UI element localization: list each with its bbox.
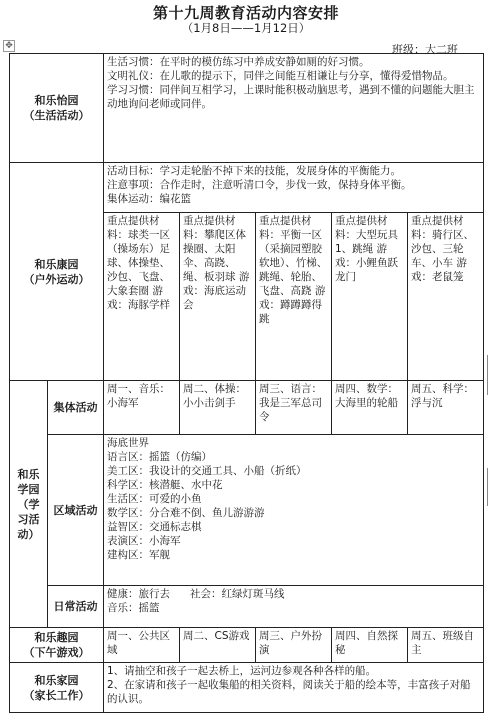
- games-row: [10, 628, 484, 663]
- page-title: 第十九周教育活动内容安排: [152, 4, 339, 22]
- study-zones-row: [10, 435, 484, 586]
- zone-line: 建构区：军舰: [107, 549, 170, 561]
- daily-content: [104, 586, 484, 628]
- section-name: 和乐康园: [34, 257, 79, 271]
- games-day: 周五、班级自主: [408, 628, 484, 663]
- life-line: 文明礼仪：在儿歌的提示下，同伴之间能互相谦让与分享，懂得爱惜物品。: [107, 70, 454, 82]
- home-row: [10, 663, 484, 713]
- move-handle-icon[interactable]: ✥: [3, 40, 15, 52]
- section-subtitle: （生活活动）: [23, 109, 90, 122]
- date-range: （1月8日——1月12日）: [181, 21, 311, 35]
- margin-marker: [487, 468, 488, 506]
- study-daily-row: [10, 586, 484, 628]
- section-name: 和乐学园: [17, 467, 40, 496]
- life-content: [104, 54, 484, 163]
- outdoor-area: 重点提供材料：大型玩具 1、跳绳 游戏：小鲤鱼跃龙门: [332, 213, 408, 381]
- games-day: 周一、公共区域: [104, 628, 180, 663]
- schedule-table: [9, 53, 484, 713]
- daily-line: 音乐：摇篮: [107, 602, 160, 614]
- outdoor-goals: [104, 163, 484, 213]
- home-section-header: [10, 663, 104, 713]
- games-section-header: [10, 628, 104, 663]
- zone-line: 生活区：可爱的小鱼: [107, 493, 202, 505]
- group-day: 周二、体操：小小击剑手: [180, 381, 256, 435]
- zone-line: 数学区：分合难不倒、鱼儿游游游: [107, 507, 265, 519]
- study-section-header: [10, 381, 48, 628]
- group-day: 周一、音乐：小海军: [104, 381, 180, 435]
- home-content: [104, 663, 484, 713]
- outdoor-line: 活动目标：学习走轮胎不掉下来的技能，发展身体的平衡能力。: [107, 165, 401, 177]
- zone-line: 益智区：交通标志棋: [107, 521, 202, 533]
- zone-line: 科学区：核潜艇、水中花: [107, 479, 223, 491]
- zone-content: [104, 435, 484, 586]
- life-line: 学习习惯：同伴间互相学习，上课时能积极动脑思考，遇到不懂的问题能大胆主动地询问老师或同伴。: [107, 84, 475, 110]
- outdoor-area: 重点提供材料：攀爬区体操圈、太阳伞、高跷、绳、板羽球 游戏：海底运动会: [180, 213, 256, 381]
- outdoor-area: 重点提供材料：平衡一区（采摘园塑胶软地）、竹梯、跳绳、轮胎、飞盘、高跷 游戏：蹲蹲蹲得跳: [256, 213, 332, 381]
- outdoor-section-header: [10, 163, 104, 381]
- section-subtitle: （学习活动）: [17, 497, 40, 541]
- zone-activity-label: 区域活动: [48, 435, 104, 586]
- section-subtitle: （下午游戏）: [23, 646, 90, 659]
- outdoor-goals-row: [10, 163, 484, 213]
- daily-line: 健康：旅行去 社会：红绿灯斑马线: [107, 588, 285, 600]
- outdoor-line: 集体运动：编花篮: [107, 193, 191, 205]
- games-day: 周二、CS游戏: [180, 628, 256, 663]
- class-label: 班级：大二班: [392, 43, 458, 56]
- group-day: 周五、科学：浮与沉: [408, 381, 484, 435]
- margin-marker: [487, 355, 488, 395]
- zone-line: 语言区：摇篮（仿编）: [107, 451, 212, 463]
- life-row: [10, 54, 484, 163]
- home-line: 1、请抽空和孩子一起去桥上，运河边参观各种各样的船。: [107, 665, 377, 677]
- daily-activity-label: 日常活动: [48, 586, 104, 628]
- zone-line: 美工区：我设计的交通工具、小船（折纸）: [107, 465, 307, 477]
- section-name: 和乐家园: [34, 673, 79, 687]
- games-day: 周三、户外扮演: [256, 628, 332, 663]
- home-line: 2、在家请和孩子一起收集船的相关资料，阅读关于船的绘本等，丰富孩子对船的认识。: [107, 679, 471, 705]
- outdoor-area: 重点提供材料：球类一区（操场东）足球、体操垫、沙包、飞盘、大象套圈 游戏：海豚学样: [104, 213, 180, 381]
- zone-line: 表演区：小海军: [107, 535, 181, 547]
- life-section-header: [10, 54, 104, 163]
- outdoor-area: 重点提供材料：骑行区、沙包、三轮车、小车 游戏：老鼠笼: [408, 213, 484, 381]
- games-day: 周四、自然探秘: [332, 628, 408, 663]
- outdoor-line: 注意事项：合作走时，注意听清口令，步伐一致，保持身体平衡。: [107, 179, 412, 191]
- group-day: 周三、语言：我是三军总司令: [256, 381, 332, 435]
- section-subtitle: （户外运动）: [23, 272, 90, 286]
- zone-line: 海底世界: [107, 437, 149, 449]
- section-name: 和乐怡园: [34, 94, 79, 107]
- study-group-row: [10, 381, 484, 435]
- life-line: 生活习惯：在平时的模仿练习中养成安静如厕的好习惯。: [107, 56, 370, 68]
- section-subtitle: （家长工作）: [23, 688, 90, 702]
- group-activity-label: 集体活动: [48, 381, 104, 435]
- section-name: 和乐趣园: [34, 631, 79, 644]
- group-day: 周四、数学：大海里的轮船: [332, 381, 408, 435]
